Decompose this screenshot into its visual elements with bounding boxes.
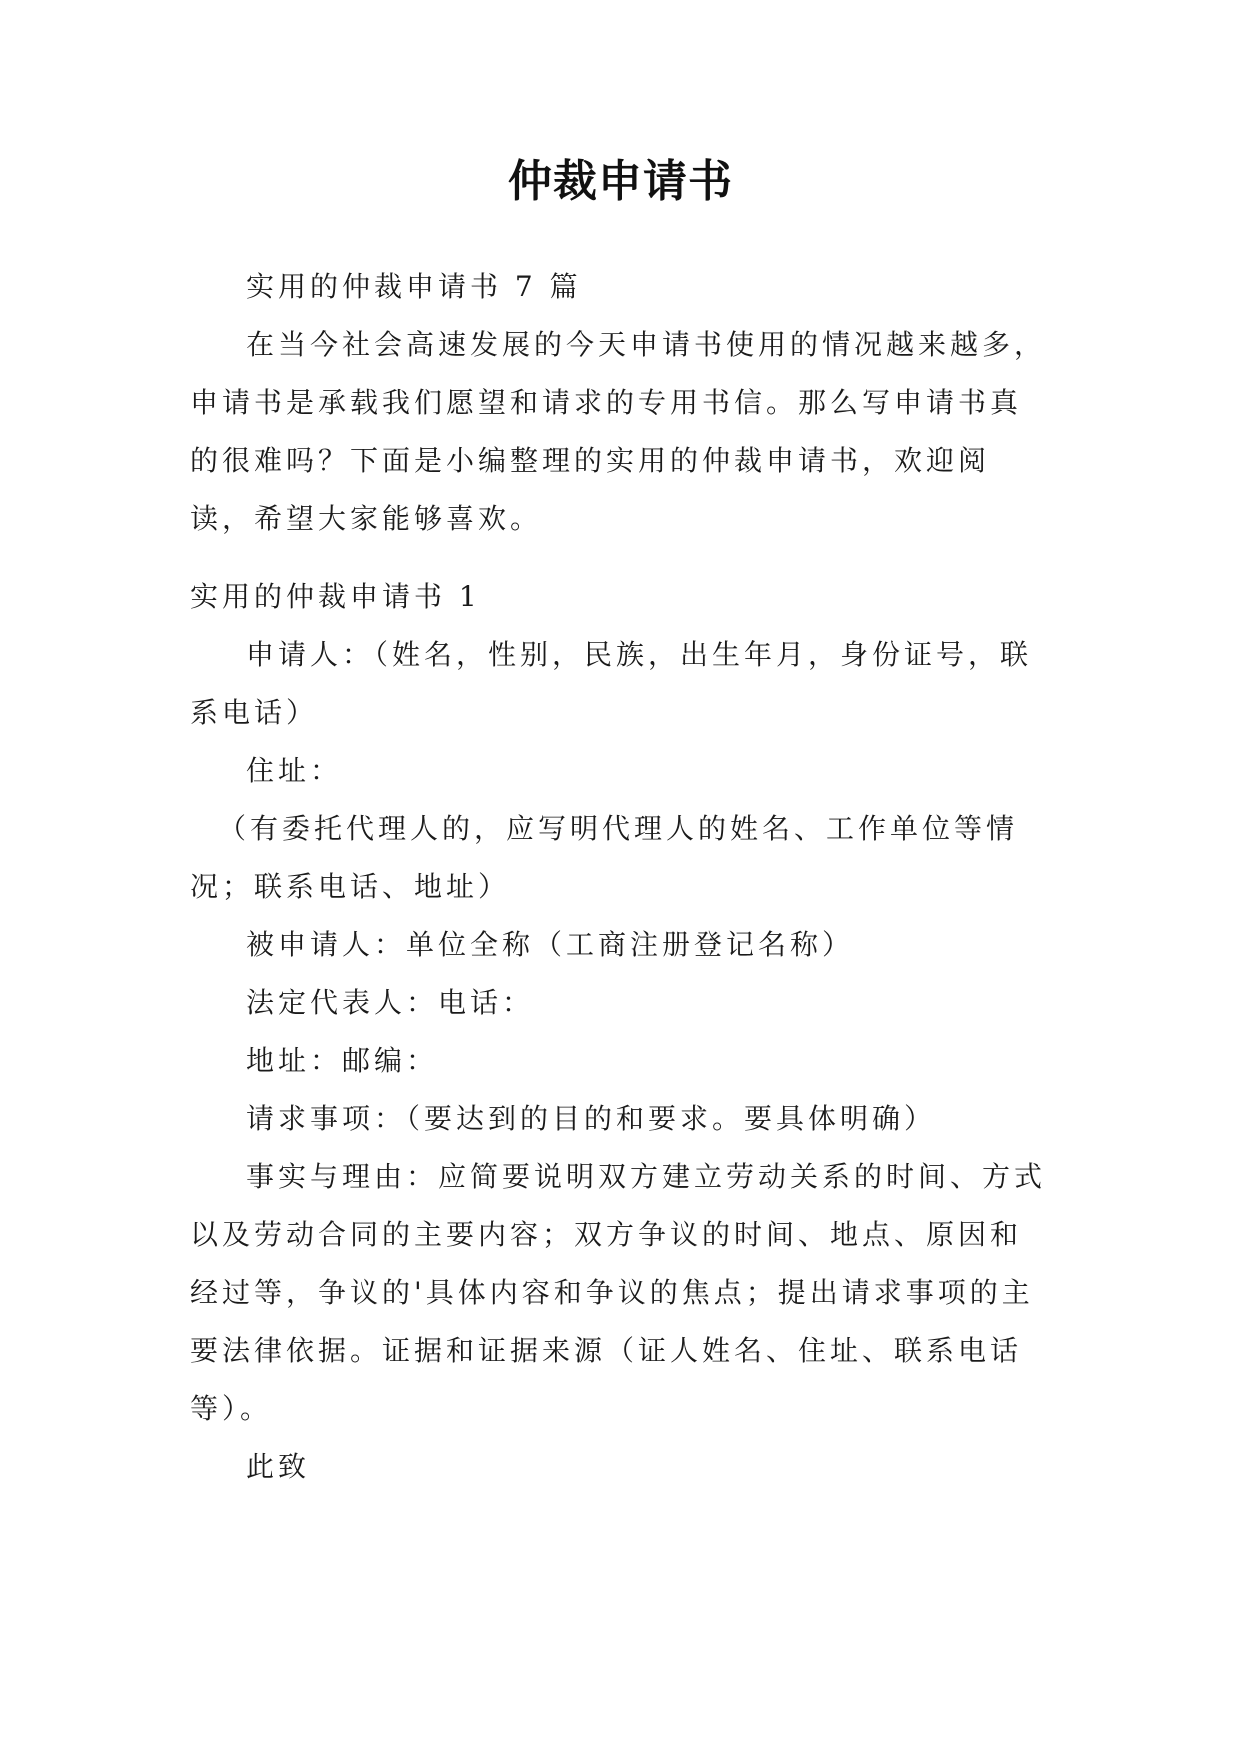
- claims-line: 请求事项：（要达到的目的和要求。要具体明确）: [246, 1102, 937, 1135]
- respondent-line: 被申请人：单位全称（工商注册登记名称）: [246, 928, 855, 961]
- document-title: 仲裁申请书: [508, 156, 733, 207]
- legal-rep-line: 法定代表人：电话：: [246, 986, 535, 1019]
- intro-block: [190, 258, 1050, 548]
- subtitle: 实用的仲裁申请书 7 篇: [246, 270, 582, 303]
- section-block: [190, 568, 1050, 1496]
- address-zip-line: 地址：邮编：: [246, 1044, 439, 1077]
- intro-paragraph: 在当今社会高速发展的今天申请书使用的情况越来越多，申请书是承载我们愿望和请求的专用书信。那么写申请书真的很难吗？下面是小编整理的实用的仲裁申请书，欢迎阅读，希望大家能够喜欢。: [190, 328, 1047, 535]
- facts-paragraph: 事实与理由：应简要说明双方建立劳动关系的时间、方式以及劳动合同的主要内容；双方争议的时间、地点、原因和经过等，争议的'具体内容和争议的焦点；提出请求事项的主要法律依据。证据和证据来源（证人姓名、住址、联系电话等）。: [190, 1160, 1047, 1425]
- closing-line: 此致: [246, 1450, 311, 1483]
- section-heading: 实用的仲裁申请书 1: [190, 580, 481, 613]
- agent-note-line: （有委托代理人的，应写明代理人的姓名、工作单位等情况；联系电话、地址）: [190, 812, 1019, 903]
- applicant-line: 申请人：（姓名，性别，民族，出生年月，身份证号，联系电话）: [190, 638, 1033, 729]
- address-line: 住址：: [246, 754, 343, 787]
